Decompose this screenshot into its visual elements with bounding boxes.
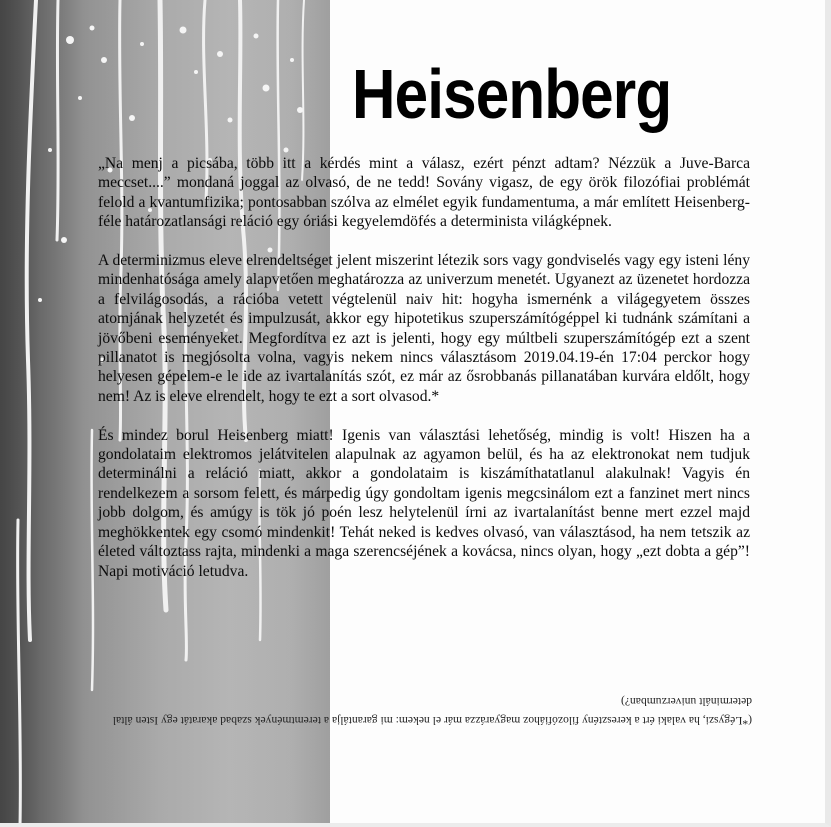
footnote-text: (*Légyszi, ha valaki ért a keresztény filozófiához magyarázza már el nekem: mi garantálja a teremtmények szabad akaratát egy Isten által determinált univerzumban?) [112,695,752,727]
article-title: Heisenberg [352,55,672,133]
upside-down-footnote [96,692,752,730]
paragraph-1: „Na menj a picsába, több itt a kérdés mint a válasz, ezért pénzt adtam? Nézzük a Juve-Barca meccset....” mondaná joggal az olvasó, de ne tedd! Sovány vigasz, de egy örök filozófiai problémát felold a kvantumfizika; pontosabban szólva az elmélet egyik fundamentuma, a már említett Heisenberg-féle határozatlansági reláció egy óriási kegyelemdöfés a determinista világképnek. [98,155,750,231]
paragraph-3: És mindez borul Heisenberg miatt! Igenis van választási lehetőség, mindig is volt! Hiszen ha a gondolataim elektromos jelátvitelen alapulnak az agyamon belül, és ha az elektronokat nem tudjuk determinálni a reláció miatt, akkor a gondolataim is kiszámíthatatlanul alakulnak! Vagyis én rendelkezem a sorsom felett, és márpedig úgy gondoltam igenis megcsinálom ezt a fanzinet mert nincs jobb dolgom, és amúgy is tök jó poén lesz helytelenül írni az ivartalanítást benne mert ezzel majd meghökkentek egy csomó mindenkit! Tehát neked is kedves olvasó, van választásod, ha nem tetszik az életed változtass rajta, mindenki a maga szerencséjének a kovácsa, nincs olyan, hogy „ezt dobta a gép”! Napi motiváció letudva. [98,426,750,580]
paragraph-2: A determinizmus eleve elrendeltséget jelent miszerint létezik sors vagy gondviselés vagy egy isteni lény mindenhatósága amely alapvetően meghatározza az univerzum menetét. Ugyanezt az üzenetet hordozza a felvilágosodás, a rációba vetett végtelenül naiv hit: hogyha ismernénk a világegyetem összes atomjának helyzetét és impulzusát, akkor egy hipotetikus szuperszámítógéppel ki tudnánk számítani a jövőbeni eseményeket. Megfordítva ez azt is jelenti, hogy egy múltbeli szuperszámítógép ezt a szent pillanatot is megjósolta volna, vagyis nekem nincs választásom 2019.04.19-én 17:04 perckor hogy helyesen gépelem-e le ide az ivartalanítás szót, ez már az ősrobbanás pillanatában kurvára eldőlt, hogy nem! Az is eleve elrendelt, hogy te ezt a sort olvasod.* [98,252,750,405]
article-body [98,154,750,600]
